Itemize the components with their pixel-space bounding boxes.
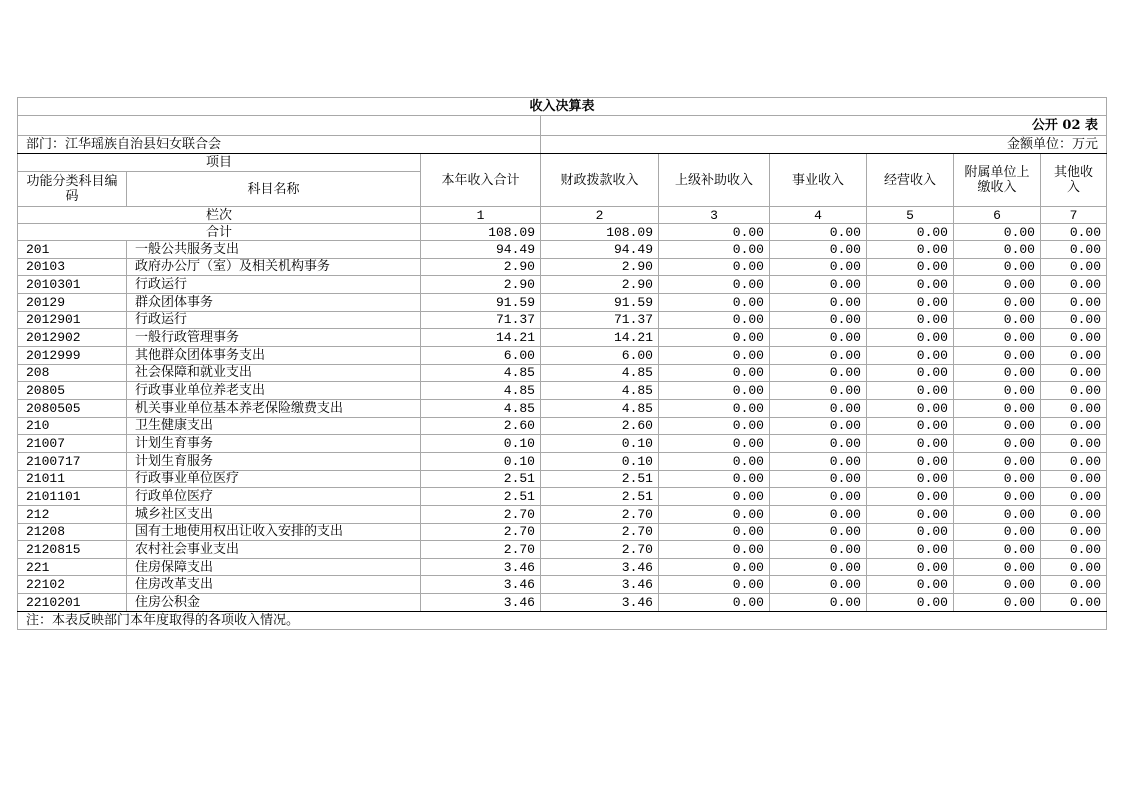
header-row-1 (18, 154, 1107, 172)
header-fiscal-appropriation: 财政拨款收入 (541, 154, 659, 207)
column-index: 5 (867, 207, 954, 224)
amount-business: 0.00 (770, 276, 867, 294)
subject-name: 行政单位医疗 (127, 488, 421, 506)
amount-fiscal: 2.51 (541, 488, 659, 506)
table-row (18, 417, 1107, 435)
amount-fiscal: 14.21 (541, 329, 659, 347)
amount-total: 3.46 (421, 558, 541, 576)
subject-code: 20103 (18, 258, 127, 276)
column-index: 6 (954, 207, 1041, 224)
subject-name: 农村社会事业支出 (127, 541, 421, 559)
total-amount-operating: 0.00 (867, 224, 954, 241)
amount-business: 0.00 (770, 346, 867, 364)
amount-fiscal: 0.10 (541, 435, 659, 453)
amount-total: 2.51 (421, 488, 541, 506)
amount-fiscal: 0.10 (541, 452, 659, 470)
table-row (18, 293, 1107, 311)
amount-affiliated: 0.00 (954, 541, 1041, 559)
amount-other: 0.00 (1041, 594, 1107, 612)
amount-operating: 0.00 (867, 346, 954, 364)
amount-other: 0.00 (1041, 452, 1107, 470)
amount-superior: 0.00 (659, 594, 770, 612)
subject-code: 212 (18, 505, 127, 523)
amount-other: 0.00 (1041, 505, 1107, 523)
amount-total: 2.90 (421, 258, 541, 276)
amount-superior: 0.00 (659, 452, 770, 470)
amount-fiscal: 2.90 (541, 258, 659, 276)
subject-name: 住房保障支出 (127, 558, 421, 576)
total-amount-affiliated: 0.00 (954, 224, 1041, 241)
amount-superior: 0.00 (659, 364, 770, 382)
note-row (18, 611, 1107, 629)
subject-code: 2210201 (18, 594, 127, 612)
amount-fiscal: 2.70 (541, 541, 659, 559)
table-row (18, 505, 1107, 523)
amount-affiliated: 0.00 (954, 276, 1041, 294)
header-subject-code: 功能分类科目编码 (18, 172, 127, 207)
amount-total: 4.85 (421, 382, 541, 400)
table-row (18, 258, 1107, 276)
subject-code: 21011 (18, 470, 127, 488)
subject-name: 政府办公厅（室）及相关机构事务 (127, 258, 421, 276)
amount-fiscal: 94.49 (541, 241, 659, 259)
amount-superior: 0.00 (659, 505, 770, 523)
amount-superior: 0.00 (659, 311, 770, 329)
amount-affiliated: 0.00 (954, 399, 1041, 417)
department-name: 部门：江华瑶族自治县妇女联合会 (18, 136, 541, 154)
amount-operating: 0.00 (867, 541, 954, 559)
subject-code: 221 (18, 558, 127, 576)
header-other-income: 其他收入 (1041, 154, 1107, 207)
column-index-label: 栏次 (18, 207, 421, 224)
amount-affiliated: 0.00 (954, 470, 1041, 488)
amount-affiliated: 0.00 (954, 364, 1041, 382)
amount-business: 0.00 (770, 417, 867, 435)
amount-other: 0.00 (1041, 576, 1107, 594)
table-row (18, 558, 1107, 576)
amount-total: 2.90 (421, 276, 541, 294)
amount-business: 0.00 (770, 311, 867, 329)
amount-business: 0.00 (770, 523, 867, 541)
amount-business: 0.00 (770, 241, 867, 259)
form-number-row (18, 116, 1107, 136)
amount-fiscal: 3.46 (541, 558, 659, 576)
amount-operating: 0.00 (867, 241, 954, 259)
subject-name: 一般行政管理事务 (127, 329, 421, 347)
table-head (18, 98, 1107, 241)
amount-other: 0.00 (1041, 523, 1107, 541)
amount-superior: 0.00 (659, 470, 770, 488)
amount-operating: 0.00 (867, 399, 954, 417)
subject-code: 2120815 (18, 541, 127, 559)
amount-superior: 0.00 (659, 523, 770, 541)
amount-operating: 0.00 (867, 576, 954, 594)
table-row (18, 470, 1107, 488)
amount-operating: 0.00 (867, 594, 954, 612)
amount-superior: 0.00 (659, 399, 770, 417)
column-index: 2 (541, 207, 659, 224)
amount-superior: 0.00 (659, 541, 770, 559)
subject-name: 行政运行 (127, 276, 421, 294)
amount-business: 0.00 (770, 505, 867, 523)
amount-operating: 0.00 (867, 276, 954, 294)
amount-other: 0.00 (1041, 293, 1107, 311)
column-index: 4 (770, 207, 867, 224)
amount-operating: 0.00 (867, 452, 954, 470)
column-index: 3 (659, 207, 770, 224)
subject-code: 2012999 (18, 346, 127, 364)
amount-business: 0.00 (770, 293, 867, 311)
amount-business: 0.00 (770, 576, 867, 594)
amount-operating: 0.00 (867, 558, 954, 576)
subject-code: 2012902 (18, 329, 127, 347)
amount-other: 0.00 (1041, 329, 1107, 347)
header-operating-income: 经营收入 (867, 154, 954, 207)
header-total-income: 本年收入合计 (421, 154, 541, 207)
subject-name: 卫生健康支出 (127, 417, 421, 435)
amount-superior: 0.00 (659, 329, 770, 347)
subject-name: 行政事业单位医疗 (127, 470, 421, 488)
table-row (18, 452, 1107, 470)
amount-fiscal: 4.85 (541, 364, 659, 382)
amount-superior: 0.00 (659, 435, 770, 453)
amount-superior: 0.00 (659, 241, 770, 259)
amount-other: 0.00 (1041, 399, 1107, 417)
amount-affiliated: 0.00 (954, 558, 1041, 576)
subject-code: 22102 (18, 576, 127, 594)
column-index-row (18, 207, 1107, 224)
amount-superior: 0.00 (659, 417, 770, 435)
amount-operating: 0.00 (867, 382, 954, 400)
amount-other: 0.00 (1041, 276, 1107, 294)
amount-affiliated: 0.00 (954, 241, 1041, 259)
amount-other: 0.00 (1041, 417, 1107, 435)
amount-fiscal: 2.90 (541, 276, 659, 294)
header-superior-subsidy: 上级补助收入 (659, 154, 770, 207)
table-row (18, 329, 1107, 347)
subject-name: 社会保障和就业支出 (127, 364, 421, 382)
amount-fiscal: 2.51 (541, 470, 659, 488)
amount-operating: 0.00 (867, 311, 954, 329)
table-row (18, 541, 1107, 559)
amount-superior: 0.00 (659, 258, 770, 276)
amount-fiscal: 3.46 (541, 594, 659, 612)
subject-code: 21208 (18, 523, 127, 541)
subject-code: 201 (18, 241, 127, 259)
amount-fiscal: 4.85 (541, 399, 659, 417)
amount-operating: 0.00 (867, 488, 954, 506)
department-row (18, 136, 1107, 154)
total-label: 合计 (18, 224, 421, 241)
amount-business: 0.00 (770, 452, 867, 470)
amount-affiliated: 0.00 (954, 452, 1041, 470)
amount-operating: 0.00 (867, 505, 954, 523)
amount-operating: 0.00 (867, 417, 954, 435)
form-number: 公开 02 表 (541, 116, 1107, 136)
table-row (18, 523, 1107, 541)
amount-total: 4.85 (421, 399, 541, 417)
amount-other: 0.00 (1041, 258, 1107, 276)
amount-affiliated: 0.00 (954, 523, 1041, 541)
column-index: 1 (421, 207, 541, 224)
amount-fiscal: 3.46 (541, 576, 659, 594)
amount-fiscal: 71.37 (541, 311, 659, 329)
amount-total: 71.37 (421, 311, 541, 329)
table-row (18, 435, 1107, 453)
title-row (18, 98, 1107, 116)
subject-code: 2010301 (18, 276, 127, 294)
table-title: 收入决算表 (18, 98, 1107, 116)
table-row (18, 311, 1107, 329)
table-row (18, 276, 1107, 294)
amount-business: 0.00 (770, 594, 867, 612)
amount-other: 0.00 (1041, 558, 1107, 576)
table-foot (18, 611, 1107, 629)
table-note: 注：本表反映部门本年度取得的各项收入情况。 (18, 611, 1107, 629)
subject-name: 住房改革支出 (127, 576, 421, 594)
amount-other: 0.00 (1041, 470, 1107, 488)
amount-other: 0.00 (1041, 364, 1107, 382)
data-rows (18, 241, 1107, 612)
amount-business: 0.00 (770, 558, 867, 576)
subject-name: 行政事业单位养老支出 (127, 382, 421, 400)
amount-operating: 0.00 (867, 293, 954, 311)
amount-superior: 0.00 (659, 346, 770, 364)
amount-business: 0.00 (770, 541, 867, 559)
subject-name: 群众团体事务 (127, 293, 421, 311)
table-row (18, 364, 1107, 382)
subject-name: 行政运行 (127, 311, 421, 329)
amount-affiliated: 0.00 (954, 293, 1041, 311)
amount-total: 2.60 (421, 417, 541, 435)
header-item: 项目 (18, 154, 421, 172)
amount-total: 2.70 (421, 505, 541, 523)
subject-code: 210 (18, 417, 127, 435)
amount-superior: 0.00 (659, 488, 770, 506)
amount-other: 0.00 (1041, 346, 1107, 364)
amount-fiscal: 2.60 (541, 417, 659, 435)
amount-superior: 0.00 (659, 558, 770, 576)
subject-name: 计划生育服务 (127, 452, 421, 470)
subject-code: 2012901 (18, 311, 127, 329)
amount-affiliated: 0.00 (954, 417, 1041, 435)
table-row (18, 576, 1107, 594)
amount-total: 0.10 (421, 435, 541, 453)
total-amount-fiscal: 108.09 (541, 224, 659, 241)
amount-fiscal: 6.00 (541, 346, 659, 364)
amount-total: 94.49 (421, 241, 541, 259)
amount-total: 4.85 (421, 364, 541, 382)
subject-name: 国有土地使用权出让收入安排的支出 (127, 523, 421, 541)
total-amount-total: 108.09 (421, 224, 541, 241)
amount-business: 0.00 (770, 470, 867, 488)
amount-superior: 0.00 (659, 293, 770, 311)
amount-total: 3.46 (421, 576, 541, 594)
subject-code: 21007 (18, 435, 127, 453)
amount-operating: 0.00 (867, 258, 954, 276)
amount-affiliated: 0.00 (954, 382, 1041, 400)
income-final-accounts-table (17, 97, 1107, 630)
amount-unit: 金额单位：万元 (541, 136, 1107, 154)
subject-code: 20129 (18, 293, 127, 311)
amount-other: 0.00 (1041, 541, 1107, 559)
amount-total: 2.70 (421, 541, 541, 559)
table-row (18, 594, 1107, 612)
amount-superior: 0.00 (659, 382, 770, 400)
amount-operating: 0.00 (867, 435, 954, 453)
total-amount-business: 0.00 (770, 224, 867, 241)
header-subject-name: 科目名称 (127, 172, 421, 207)
table-row (18, 399, 1107, 417)
table-row (18, 382, 1107, 400)
subject-name: 住房公积金 (127, 594, 421, 612)
amount-superior: 0.00 (659, 276, 770, 294)
amount-affiliated: 0.00 (954, 435, 1041, 453)
amount-other: 0.00 (1041, 435, 1107, 453)
amount-affiliated: 0.00 (954, 346, 1041, 364)
amount-other: 0.00 (1041, 311, 1107, 329)
amount-fiscal: 91.59 (541, 293, 659, 311)
amount-affiliated: 0.00 (954, 594, 1041, 612)
amount-total: 6.00 (421, 346, 541, 364)
subject-code: 2100717 (18, 452, 127, 470)
amount-business: 0.00 (770, 364, 867, 382)
column-index: 7 (1041, 207, 1107, 224)
subject-name: 城乡社区支出 (127, 505, 421, 523)
amount-total: 3.46 (421, 594, 541, 612)
table-row (18, 488, 1107, 506)
subject-code: 2080505 (18, 399, 127, 417)
amount-operating: 0.00 (867, 470, 954, 488)
amount-business: 0.00 (770, 435, 867, 453)
amount-affiliated: 0.00 (954, 329, 1041, 347)
amount-total: 2.51 (421, 470, 541, 488)
amount-other: 0.00 (1041, 382, 1107, 400)
amount-affiliated: 0.00 (954, 488, 1041, 506)
table-row (18, 346, 1107, 364)
amount-business: 0.00 (770, 382, 867, 400)
amount-total: 91.59 (421, 293, 541, 311)
amount-business: 0.00 (770, 399, 867, 417)
amount-other: 0.00 (1041, 488, 1107, 506)
amount-operating: 0.00 (867, 329, 954, 347)
header-business-income: 事业收入 (770, 154, 867, 207)
table-row (18, 241, 1107, 259)
blank-cell (18, 116, 541, 136)
total-amount-superior: 0.00 (659, 224, 770, 241)
subject-name: 机关事业单位基本养老保险缴费支出 (127, 399, 421, 417)
amount-affiliated: 0.00 (954, 505, 1041, 523)
amount-affiliated: 0.00 (954, 258, 1041, 276)
amount-total: 14.21 (421, 329, 541, 347)
amount-total: 2.70 (421, 523, 541, 541)
amount-business: 0.00 (770, 258, 867, 276)
subject-code: 20805 (18, 382, 127, 400)
total-amount-other: 0.00 (1041, 224, 1107, 241)
total-row (18, 224, 1107, 241)
amount-fiscal: 2.70 (541, 505, 659, 523)
amount-business: 0.00 (770, 488, 867, 506)
subject-code: 208 (18, 364, 127, 382)
amount-other: 0.00 (1041, 241, 1107, 259)
amount-affiliated: 0.00 (954, 576, 1041, 594)
amount-fiscal: 2.70 (541, 523, 659, 541)
header-affiliated-units-income: 附属单位上缴收入 (954, 154, 1041, 207)
amount-superior: 0.00 (659, 576, 770, 594)
subject-name: 其他群众团体事务支出 (127, 346, 421, 364)
subject-code: 2101101 (18, 488, 127, 506)
amount-affiliated: 0.00 (954, 311, 1041, 329)
subject-name: 一般公共服务支出 (127, 241, 421, 259)
amount-fiscal: 4.85 (541, 382, 659, 400)
amount-total: 0.10 (421, 452, 541, 470)
amount-business: 0.00 (770, 329, 867, 347)
amount-operating: 0.00 (867, 364, 954, 382)
amount-operating: 0.00 (867, 523, 954, 541)
subject-name: 计划生育事务 (127, 435, 421, 453)
